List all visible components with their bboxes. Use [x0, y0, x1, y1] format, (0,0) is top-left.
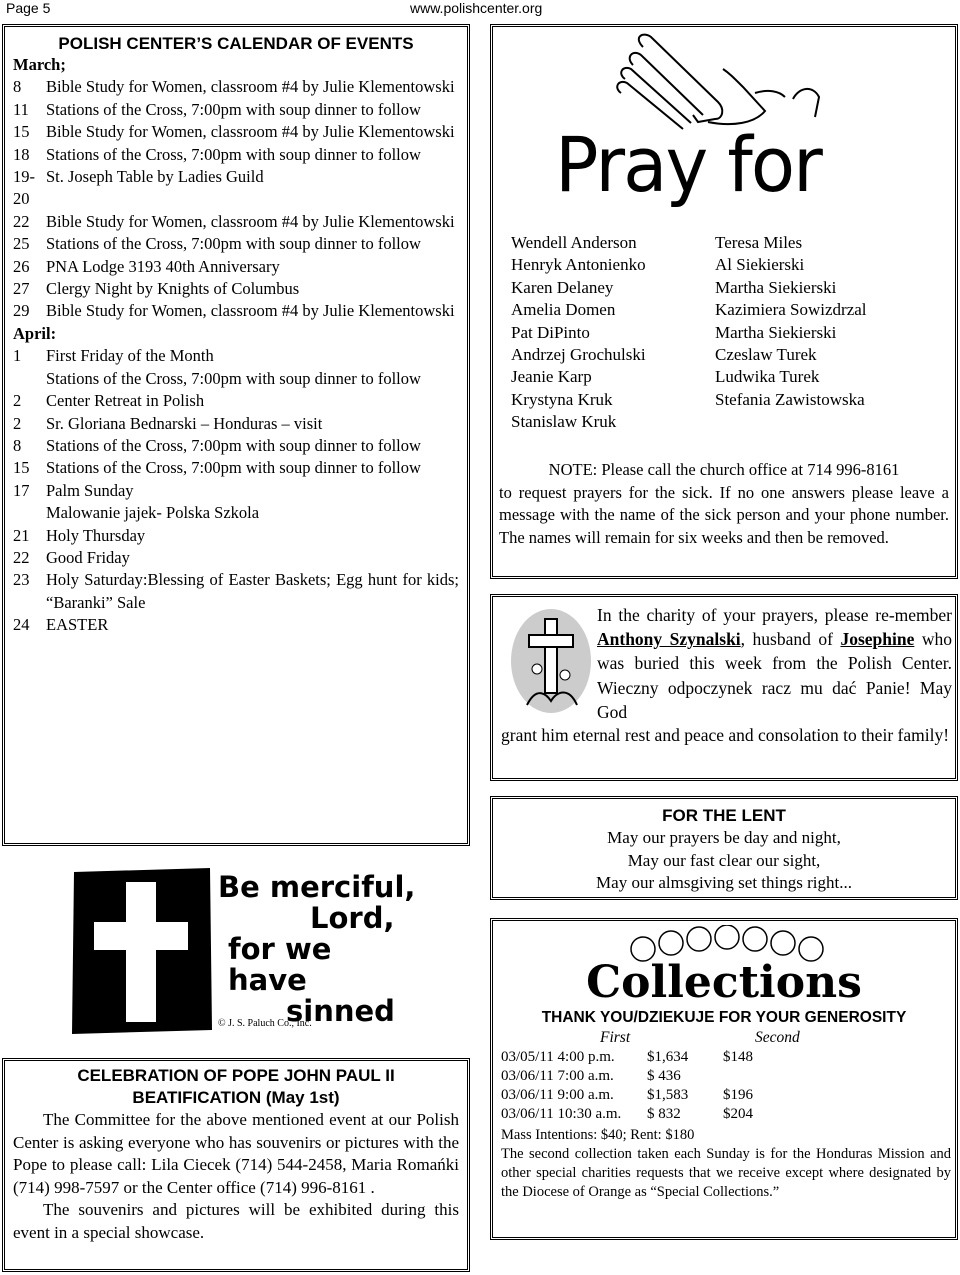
event-day: 26: [13, 256, 30, 276]
event-text: EASTER: [46, 615, 109, 635]
event-text: Stations of the Cross, 7:00pm with soup dinner to follow: [46, 368, 421, 388]
deceased-name: Anthony Szynalski: [597, 629, 741, 650]
april-events: [13, 345, 459, 636]
collection-second: $204: [723, 1106, 753, 1122]
pray-for-title: Pray for: [555, 120, 821, 209]
celebration-box: [2, 1058, 470, 1272]
copyright-note: © J. S. Paluch Co., Inc.: [218, 1018, 312, 1029]
calendar-event: [13, 233, 459, 255]
collection-date: 03/06/11 10:30 a.m.: [501, 1106, 622, 1122]
prayer-names-column-2: [715, 232, 867, 411]
calendar-event: [13, 502, 459, 524]
event-text: Holy Saturday:Blessing of Easter Baskets; Egg hunt for kids; “Baranki” Sale: [46, 570, 459, 612]
month-march: March;: [13, 55, 66, 74]
collections-banner: [493, 925, 955, 1011]
celebration-paragraph: The souvenirs and pictures will be exhibited during this event in a special showcase.: [13, 1200, 459, 1242]
be-merciful-line: Lord,: [310, 901, 395, 935]
collection-first: $1,583: [647, 1087, 689, 1103]
collection-first: $ 436: [647, 1068, 681, 1084]
be-merciful-line: for we have: [228, 932, 332, 997]
collection-explanation: The second collection taken each Sunday is for the Honduras Mission and other special charities requests that we receive except where designated by the Diocese of Orange as “Special Collections.”: [501, 1146, 951, 1200]
collection-first: $ 832: [647, 1106, 681, 1122]
mass-intentions: Mass Intentions: $40; Rent: $180: [501, 1127, 695, 1143]
calendar-event: [13, 211, 459, 233]
be-merciful-graphic: [68, 858, 418, 1038]
collection-first: $1,634: [647, 1049, 689, 1065]
event-text: Stations of the Cross, 7:00pm with soup dinner to follow: [46, 144, 421, 164]
memorial-text-pre: In the charity of your prayers, please re-member: [597, 605, 952, 625]
second-collection-label: Second: [755, 1029, 800, 1046]
celebration-subtitle: BEATIFICATION (May 1st): [132, 1088, 340, 1107]
event-day: 1: [13, 346, 22, 366]
first-collection-label: First: [600, 1029, 631, 1046]
calendar-event: [13, 480, 459, 502]
calendar-event: [13, 413, 459, 435]
calendar-event: [13, 614, 459, 636]
event-day: 15: [13, 122, 30, 142]
spouse-name: Josephine: [840, 629, 915, 650]
event-text: Bible Study for Women, classroom #4 by Julie Klementowski: [46, 301, 455, 321]
memorial-text: [597, 603, 952, 724]
prayer-note-rest: to request prayers for the sick. If no one answers please leave a message with the name of the sick person and your phone number. The names will remain for six weeks and then be removed.: [499, 482, 949, 547]
collections-title: THANK YOU/DZIEKUJE FOR YOUR GENEROSITY: [541, 1009, 907, 1026]
prayer-name: Ludwika Turek: [715, 367, 820, 387]
calendar-title: POLISH CENTER’S CALENDAR OF EVENTS: [58, 34, 414, 53]
calendar-event: [13, 278, 459, 300]
event-text: Stations of the Cross, 7:00pm with soup dinner to follow: [46, 234, 421, 254]
event-day: 23: [13, 570, 30, 590]
event-day: 29: [13, 301, 30, 321]
event-day: 2: [13, 413, 22, 433]
event-day: 25: [13, 234, 30, 254]
event-day: 15: [13, 458, 30, 478]
event-day: 2: [13, 391, 22, 411]
calendar-event: [13, 300, 459, 322]
be-merciful-line: Be merciful,: [218, 870, 416, 904]
event-day: [13, 368, 46, 390]
be-merciful-text: [218, 872, 418, 1027]
event-text: Sr. Gloriana Bednarski – Honduras – visit: [46, 413, 323, 433]
prayer-name: Andrzej Grochulski: [511, 345, 646, 365]
prayer-name: Stefania Zawistowska: [715, 389, 865, 409]
lent-line: May our almsgiving set things right...: [596, 873, 852, 893]
collection-date: 03/05/11 4:00 p.m.: [501, 1049, 615, 1065]
event-text: Stations of the Cross, 7:00pm with soup dinner to follow: [46, 99, 421, 119]
event-text: PNA Lodge 3193 40th Anniversary: [46, 256, 280, 276]
calendar-event: [13, 345, 459, 367]
event-day: 8: [13, 435, 22, 455]
calendar-event: [13, 166, 459, 211]
prayer-name: Jeanie Karp: [511, 367, 592, 387]
collections-box: [490, 918, 958, 1240]
calendar-event: [13, 547, 459, 569]
memorial-text-mid: , husband of: [740, 629, 841, 650]
collection-second: $196: [723, 1087, 753, 1103]
memorial-text-end: grant him eternal rest and peace and consolation to their family!: [501, 725, 950, 745]
prayer-name: Martha Siekierski: [715, 322, 837, 342]
memorial-cross-icon: [507, 605, 597, 715]
march-events: [13, 76, 459, 322]
page-number: Page 5: [6, 0, 51, 16]
event-text: Bible Study for Women, classroom #4 by Julie Klementowski: [46, 211, 455, 231]
prayer-name: Pat DiPinto: [511, 322, 590, 342]
event-text: Bible Study for Women, classroom #4 by Julie Klementowski: [46, 77, 455, 97]
prayer-name: Czeslaw Turek: [715, 345, 817, 365]
collection-date: 03/06/11 7:00 a.m.: [501, 1068, 614, 1084]
event-day: 22: [13, 211, 30, 231]
prayer-name: Amelia Domen: [511, 300, 616, 320]
prayer-name: Henryk Antonienko: [511, 255, 646, 275]
prayer-note: [499, 459, 949, 549]
event-day: 18: [13, 144, 30, 164]
event-day: 8: [13, 77, 22, 97]
calendar-event: [13, 99, 459, 121]
event-text: Holy Thursday: [46, 525, 146, 545]
event-day: 11: [13, 99, 29, 119]
event-text: St. Joseph Table by Ladies Guild: [46, 167, 264, 187]
event-day: 21: [13, 525, 30, 545]
event-text: Good Friday: [46, 547, 130, 567]
event-day: [13, 502, 46, 524]
calendar-box: [2, 24, 470, 846]
month-april: April:: [13, 323, 57, 343]
prayer-name: Teresa Miles: [715, 233, 803, 252]
website-url: www.polishcenter.org: [410, 0, 543, 16]
prayer-name: Karen Delaney: [511, 277, 614, 297]
event-text: First Friday of the Month: [46, 346, 214, 366]
page-header: [0, 0, 960, 18]
event-text: Stations of the Cross, 7:00pm with soup dinner to follow: [46, 458, 421, 478]
prayer-name: Kazimiera Sowizdrzal: [715, 300, 867, 320]
collection-second: $148: [723, 1049, 753, 1065]
calendar-event: [13, 256, 459, 278]
lent-line: May our fast clear our sight,: [627, 850, 821, 870]
be-merciful-line: sinned: [286, 994, 395, 1028]
lent-line: May our prayers be day and night,: [607, 828, 841, 847]
event-text: Stations of the Cross, 7:00pm with soup dinner to follow: [46, 435, 421, 455]
prayer-note-first-line: NOTE: Please call the church office at 714 996-8161: [548, 460, 900, 479]
event-text: Malowanie jajek- Polska Szkola: [46, 503, 260, 523]
prayer-name: Martha Siekierski: [715, 277, 837, 297]
lent-title: FOR THE LENT: [662, 806, 786, 825]
event-text: Clergy Night by Knights of Columbus: [46, 279, 300, 299]
pray-for-box: [490, 24, 958, 579]
prayer-names-column-1: [511, 232, 646, 434]
calendar-event: [13, 76, 459, 98]
event-text: Palm Sunday: [46, 480, 134, 500]
event-day: 19-20: [13, 167, 35, 209]
celebration-title: CELEBRATION OF POPE JOHN PAUL II: [77, 1066, 395, 1085]
event-text: Center Retreat in Polish: [46, 391, 205, 411]
cross-icon: [68, 858, 218, 1038]
event-day: 27: [13, 279, 30, 299]
event-day: 17: [13, 480, 30, 500]
calendar-event: [13, 121, 459, 143]
memorial-text-post: who was buried this week from the Polish Center. Wieczny odpoczynek racz mu dać Panie! May God: [597, 629, 952, 722]
lent-box: [490, 796, 958, 900]
event-text: Bible Study for Women, classroom #4 by Julie Klementowski: [46, 122, 455, 142]
calendar-event: [13, 390, 459, 412]
calendar-event: [13, 435, 459, 457]
collections-banner-text: Collections: [586, 957, 862, 1008]
prayer-name: Wendell Anderson: [511, 233, 637, 252]
prayer-name: Stanislaw Kruk: [511, 412, 617, 432]
calendar-event: [13, 368, 459, 390]
celebration-paragraph: The Committee for the above mentioned event at our Polish Center is asking everyone who has souvenirs or pictures with the Pope to please call: Lila Ciecek (714) 544-2458, Maria Romańki (714) 998-7597 or the Center office (714) 996-8161 .: [13, 1110, 459, 1197]
prayer-name: Al Siekierski: [715, 255, 805, 275]
calendar-event: [13, 569, 459, 614]
calendar-event: [13, 525, 459, 547]
memorial-box: [490, 594, 958, 781]
calendar-event: [13, 144, 459, 166]
event-day: 24: [13, 615, 30, 635]
prayer-name: Krystyna Kruk: [511, 389, 613, 409]
calendar-event: [13, 457, 459, 479]
collection-date: 03/06/11 9:00 a.m.: [501, 1087, 614, 1103]
event-day: 22: [13, 547, 30, 567]
